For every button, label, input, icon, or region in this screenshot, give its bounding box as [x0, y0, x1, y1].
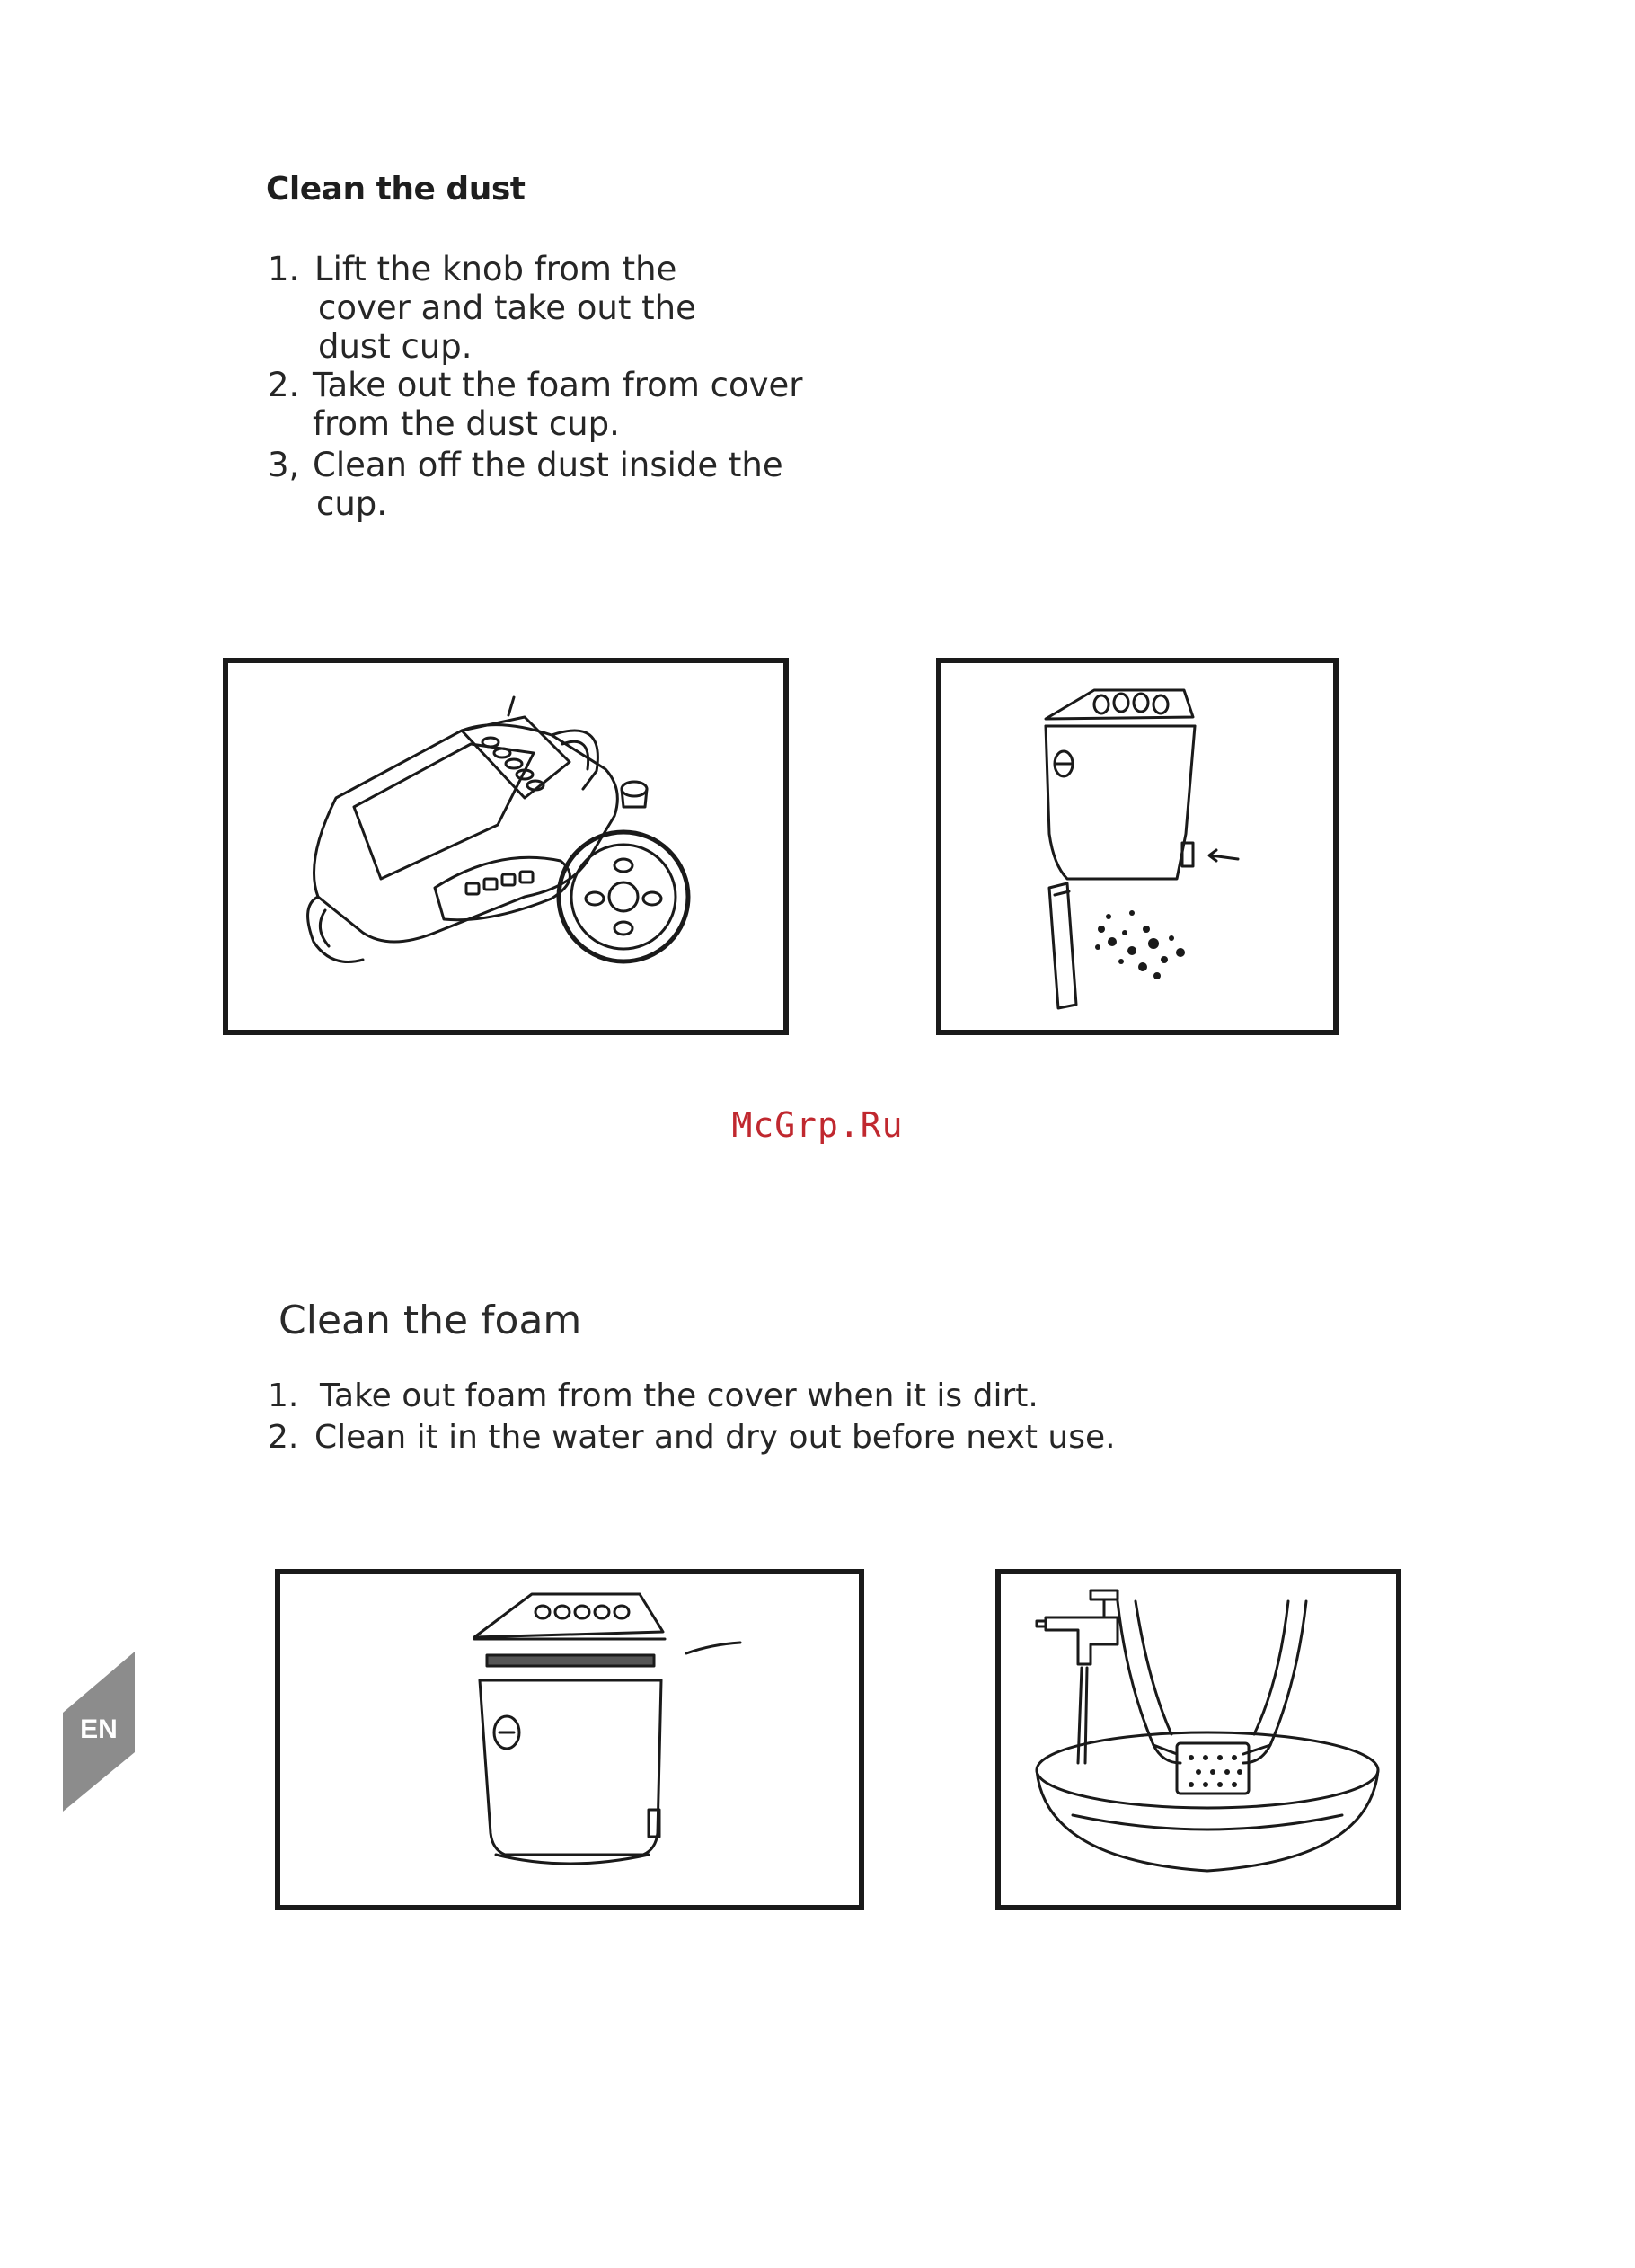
step-number: 2. — [268, 1419, 299, 1456]
step-text-line: Clean it in the water and dry out before next use. — [314, 1419, 1116, 1456]
foam-step-1 — [268, 1377, 1346, 1415]
dust-cup-emptying-icon — [941, 663, 1333, 1030]
step-number: 1. — [268, 250, 300, 288]
foam-washing-icon — [1001, 1574, 1396, 1905]
step-text-line: dust cup. — [318, 327, 473, 366]
foam-washing-figure — [995, 1569, 1401, 1910]
step-text-line: cover and take out the — [318, 288, 696, 327]
step-text-line: from the dust cup. — [313, 404, 620, 443]
watermark: McGrp.Ru — [731, 1105, 904, 1145]
step-text-line: Take out the foam from cover — [313, 366, 803, 404]
dust-cup-figure — [936, 658, 1339, 1035]
vacuum-cleaner-icon — [228, 663, 783, 1030]
foam-section-title: Clean the foam — [278, 1298, 582, 1343]
foam-step-2 — [268, 1418, 1346, 1457]
step-number: 2. — [268, 366, 300, 404]
dust-step-3 — [268, 446, 825, 523]
foam-removal-figure — [275, 1569, 864, 1910]
step-number: 3, — [268, 446, 300, 484]
step-text-line: Clean off the dust inside the — [313, 446, 783, 484]
step-number: 1. — [268, 1378, 299, 1414]
language-tab — [63, 1652, 135, 1812]
dust-step-2 — [268, 366, 825, 443]
dust-step-1 — [268, 250, 825, 366]
language-label: EN — [80, 1714, 118, 1744]
step-text-line: cup. — [316, 484, 388, 523]
vacuum-cleaner-figure — [223, 658, 789, 1035]
foam-removal-icon — [280, 1574, 859, 1905]
dust-section-title: Clean the dust — [266, 171, 526, 208]
step-text-line: Take out foam from the cover when it is dirt. — [320, 1378, 1038, 1414]
step-text-line: Lift the knob from the — [314, 250, 677, 288]
